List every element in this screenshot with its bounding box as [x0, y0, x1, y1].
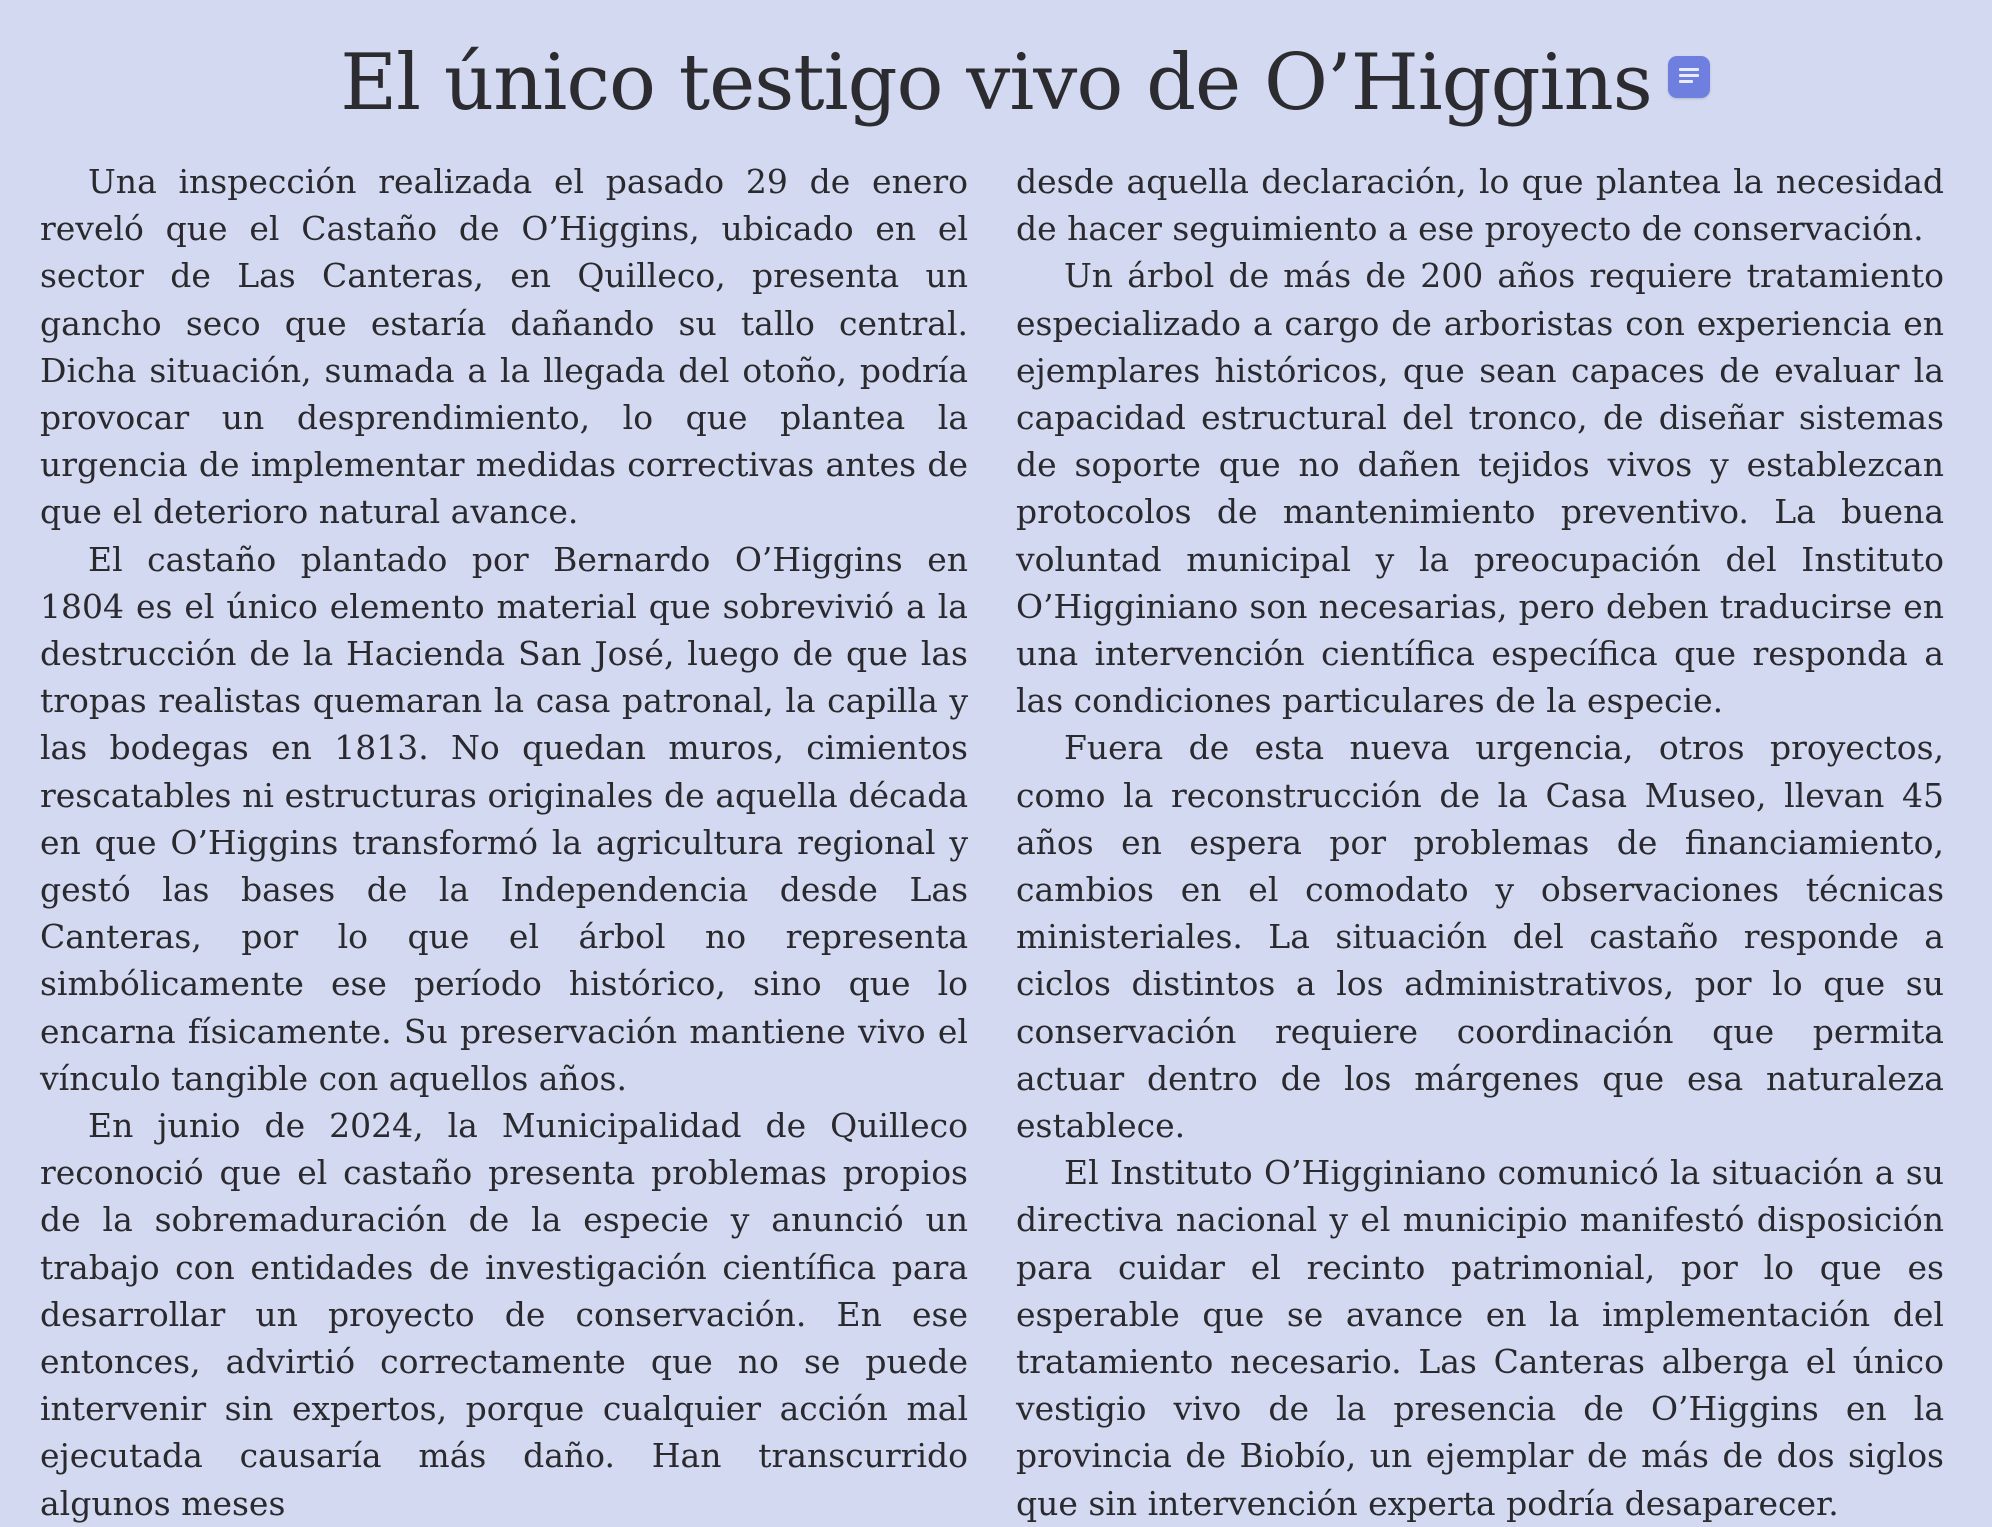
article-paragraph: Una inspección realizada el pasado 29 de enero reveló que el Castaño de O’Higgins, ubicado en el sector de Las Canteras, en Quilleco, presenta un gancho seco que estaría dañando su tallo central. Dicha situación, sumada a la llegada del otoño, podría provocar un desprendimiento, lo que plantea la urgencia de implementar medidas correctivas antes de que el deterioro natural avance.: [40, 162, 968, 532]
article-body: [40, 158, 1944, 1523]
article-column-right: [1016, 158, 1944, 1523]
article-paragraph: desde aquella declaración, lo que plantea la necesidad de hacer seguimiento a ese proyecto de conservación.: [1016, 162, 1944, 249]
article-paragraph: El castaño plantado por Bernardo O’Higgins en 1804 es el único elemento material que sobrevivió a la destrucción de la Hacienda San José, luego de que las tropas realistas quemaran la casa patronal, la capilla y las bodegas en 1813. No quedan muros, cimientos rescatables ni estructuras originales de aquella década en que O’Higgins transformó la agricultura regional y gestó las bases de la Independencia desde Las Canteras, por lo que el árbol no representa simbólicamente ese período histórico, sino que lo encarna físicamente. Su preservación mantiene vivo el vínculo tangible con aquellos años.: [40, 539, 968, 1098]
article-title: El único testigo vivo de O’Higgins: [340, 38, 1652, 128]
article-paragraph: Fuera de esta nueva urgencia, otros proyectos, como la reconstrucción de la Casa Museo, llevan 45 años en espera por problemas de financiamiento, cambios en el comodato y observaciones técnicas ministeriales. La situación del castaño responde a ciclos distintos a los administrativos, por lo que su conservación requiere coordinación que permita actuar dentro de los márgenes que esa naturaleza establece.: [1016, 728, 1944, 1146]
article-column-left: [40, 158, 968, 1523]
article-paragraph: El Instituto O’Higginiano comunicó la situación a su directiva nacional y el municipio manifestó disposición para cuidar el recinto patrimonial, por lo que es esperable que se avance en la implementación del tratamiento necesario. Las Canteras alberga el único vestigio vivo de la presencia de O’Higgins en la provincia de Biobío, un ejemplar de más de dos siglos que sin intervención experta podría desaparecer.: [1016, 1153, 1944, 1523]
notes-icon[interactable]: [1668, 56, 1710, 98]
article-paragraph: Un árbol de más de 200 años requiere tratamiento especializado a cargo de arboristas con experiencia en ejemplares históricos, que sean capaces de evaluar la capacidad estructural del tronco, de diseñar sistemas de soporte que no dañen tejidos vivos y establezcan protocolos de mantenimiento preventivo. La buena voluntad municipal y la preocupación del Instituto O’Higginiano son necesarias, pero deben traducirse en una intervención científica específica que responda a las condiciones particulares de la especie.: [1016, 256, 1944, 721]
article-paragraph: En junio de 2024, la Municipalidad de Quilleco reconoció que el castaño presenta problemas propios de la sobremaduración de la especie y anunció un trabajo con entidades de investigación científica para desarrollar un proyecto de conservación. En ese entonces, advirtió correctamente que no se puede intervenir sin expertos, porque cualquier acción mal ejecutada causaría más daño. Han transcurrido algunos meses: [40, 1106, 968, 1523]
